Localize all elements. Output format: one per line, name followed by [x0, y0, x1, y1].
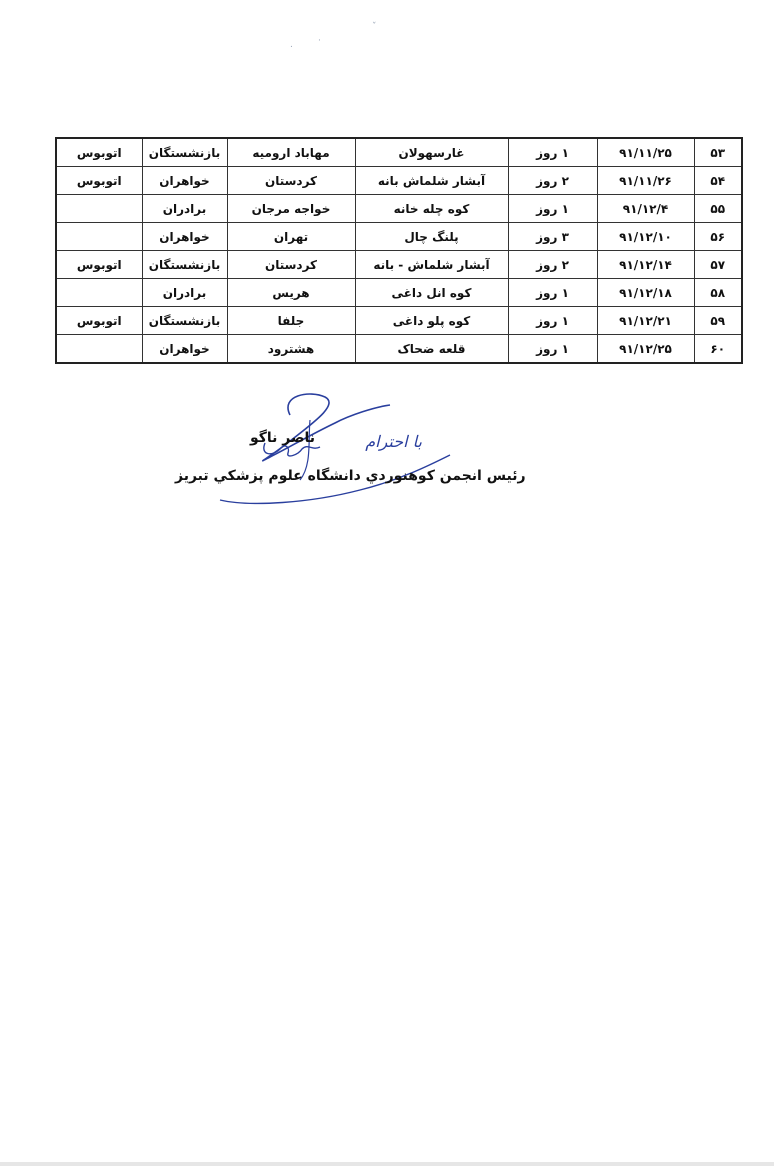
- date-cell: ۹۱/۱۲/۱۴: [597, 251, 694, 279]
- row-number-cell: ۵۶: [694, 223, 742, 251]
- signer-name: ناصر ناگو: [250, 430, 316, 446]
- duration-cell: ۱ روز: [508, 335, 597, 364]
- location-cell: تهران: [227, 223, 355, 251]
- duration-cell: ۲ روز: [508, 251, 597, 279]
- destination-cell: قلعه ضحاک: [355, 335, 508, 364]
- destination-cell: کوه پلو داغی: [355, 307, 508, 335]
- scan-bottom-edge: [0, 1162, 774, 1166]
- date-cell: ۹۱/۱۲/۴: [597, 195, 694, 223]
- transport-cell: [56, 223, 142, 251]
- location-cell: جلفا: [227, 307, 355, 335]
- duration-cell: ۲ روز: [508, 167, 597, 195]
- handwritten-signature: [160, 385, 520, 525]
- handwritten-note: با احترام: [365, 432, 422, 451]
- table-row: [56, 195, 742, 223]
- date-cell: ۹۱/۱۱/۲۶: [597, 167, 694, 195]
- group-cell: بازنشستگان: [142, 138, 227, 167]
- duration-cell: ۱ روز: [508, 307, 597, 335]
- date-cell: ۹۱/۱۱/۲۵: [597, 138, 694, 167]
- duration-cell: ۱ روز: [508, 279, 597, 307]
- destination-cell: غارسهولان: [355, 138, 508, 167]
- row-number-cell: ۵۴: [694, 167, 742, 195]
- scan-speck: ·: [318, 36, 321, 46]
- destination-cell: کوه چله خانه: [355, 195, 508, 223]
- date-cell: ۹۱/۱۲/۱۸: [597, 279, 694, 307]
- scan-speck: .: [290, 40, 293, 50]
- row-number-cell: ۵۷: [694, 251, 742, 279]
- group-cell: برادران: [142, 279, 227, 307]
- destination-cell: پلنگ چال: [355, 223, 508, 251]
- table-row: [56, 335, 742, 364]
- duration-cell: ۱ روز: [508, 138, 597, 167]
- table-row: [56, 251, 742, 279]
- group-cell: برادران: [142, 195, 227, 223]
- transport-cell: اتوبوس: [56, 307, 142, 335]
- transport-cell: اتوبوس: [56, 251, 142, 279]
- transport-cell: اتوبوس: [56, 167, 142, 195]
- table-row: [56, 307, 742, 335]
- location-cell: خواجه مرجان: [227, 195, 355, 223]
- destination-cell: آبشار شلماش بانه: [355, 167, 508, 195]
- transport-cell: [56, 195, 142, 223]
- group-cell: بازنشستگان: [142, 307, 227, 335]
- program-schedule-table: [55, 137, 743, 364]
- table-row: [56, 138, 742, 167]
- row-number-cell: ۵۳: [694, 138, 742, 167]
- location-cell: هریس: [227, 279, 355, 307]
- scan-speck: ˇ: [372, 22, 377, 32]
- table-row: [56, 223, 742, 251]
- date-cell: ۹۱/۱۲/۱۰: [597, 223, 694, 251]
- duration-cell: ۳ روز: [508, 223, 597, 251]
- transport-cell: [56, 335, 142, 364]
- destination-cell: آبشار شلماش - بانه: [355, 251, 508, 279]
- table-row: [56, 279, 742, 307]
- row-number-cell: ۵۸: [694, 279, 742, 307]
- row-number-cell: ۶۰: [694, 335, 742, 364]
- destination-cell: کوه انل داغی: [355, 279, 508, 307]
- location-cell: هشترود: [227, 335, 355, 364]
- table-row: [56, 167, 742, 195]
- transport-cell: [56, 279, 142, 307]
- transport-cell: اتوبوس: [56, 138, 142, 167]
- row-number-cell: ۵۵: [694, 195, 742, 223]
- date-cell: ۹۱/۱۲/۲۵: [597, 335, 694, 364]
- group-cell: خواهران: [142, 223, 227, 251]
- signature-area: [160, 385, 520, 525]
- location-cell: مهاباد ارومیه: [227, 138, 355, 167]
- group-cell: خواهران: [142, 335, 227, 364]
- signer-title: رئيس انجمن کوهنوردي دانشگاه علوم پزشکي تبريز: [175, 468, 526, 484]
- group-cell: خواهران: [142, 167, 227, 195]
- date-cell: ۹۱/۱۲/۲۱: [597, 307, 694, 335]
- group-cell: بازنشستگان: [142, 251, 227, 279]
- location-cell: کردستان: [227, 167, 355, 195]
- location-cell: کردستان: [227, 251, 355, 279]
- row-number-cell: ۵۹: [694, 307, 742, 335]
- schedule-body: [56, 138, 742, 363]
- duration-cell: ۱ روز: [508, 195, 597, 223]
